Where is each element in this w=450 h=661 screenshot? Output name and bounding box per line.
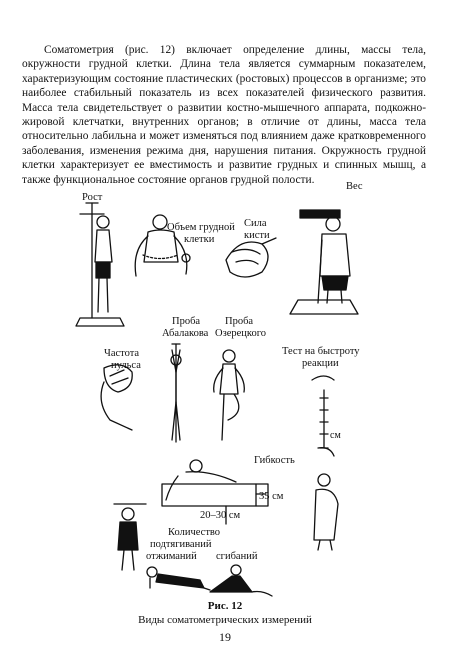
reaction-test-illustration — [312, 376, 334, 456]
figure-title: Рис. 12 — [207, 600, 243, 612]
height-measurement-illustration — [76, 203, 124, 326]
label-count: Количество — [168, 527, 221, 538]
label-pulse-2: пульса — [111, 360, 141, 371]
label-flex-35: 35 см — [259, 491, 284, 502]
partner-stretch-illustration — [314, 474, 338, 550]
body-paragraph: Соматометрия (рис. 12) включает определение длины, массы тела, окружности грудной клетки. Длина тела является суммарным показателем, характеризующим состояние пластических (ростовых) процессов в организме; это наиболее стабильный показатель из всех показателей физического развития. Масса тела свидетельствует о развитии костно-мышечного аппарата, подкожно-жировой клетчатки, внутренних органов; в отличие от длины, масса тела относительно лабильна и может изменяться под влиянием даже кратковременного заболевания, изменения режима дня, нарушения питания. Окружность грудной клетки характеризует ее вместимость и развитие грудных и спинных мышц, а также функциональное состояние органов грудной полости. — [22, 44, 426, 186]
label-grip-1: Сила — [244, 218, 267, 229]
label-abalakov-1: Проба — [172, 316, 201, 327]
pullup-illustration — [114, 504, 146, 570]
label-situps: сгибаний — [216, 551, 258, 562]
pushup-illustration — [147, 567, 210, 590]
label-weight: Вес — [346, 181, 363, 192]
label-chest-1: Объем грудной — [167, 222, 235, 233]
label-ozeretsky-1: Проба — [225, 316, 254, 327]
label-reaction-2: реакции — [302, 358, 339, 369]
label-pushups: отжиманий — [146, 551, 197, 562]
label-flex-range: 20–30 см — [200, 510, 241, 521]
label-abalakov-2: Абалакова — [162, 328, 209, 339]
label-ozeretsky-2: Озерецкого — [215, 328, 267, 339]
ozeretsky-test-illustration — [214, 350, 245, 440]
weight-measurement-illustration — [290, 210, 358, 314]
page-number: 19 — [219, 630, 231, 644]
situp-illustration — [210, 565, 272, 596]
label-pullups: подтягиваний — [150, 539, 212, 550]
figure-caption: Виды соматометрических измерений — [138, 614, 312, 626]
grip-strength-illustration — [226, 238, 276, 277]
label-height: Рост — [82, 192, 103, 203]
label-chest-2: клетки — [184, 234, 215, 245]
label-flexibility: Гибкость — [254, 455, 295, 466]
pulse-measurement-illustration — [101, 365, 132, 430]
label-pulse-1: Частота — [104, 348, 140, 359]
label-grip-2: кисти — [244, 230, 270, 241]
abalakov-test-illustration — [171, 344, 181, 442]
label-reaction-unit: см — [330, 430, 341, 441]
label-reaction-1: Тест на быстроту — [282, 346, 360, 357]
